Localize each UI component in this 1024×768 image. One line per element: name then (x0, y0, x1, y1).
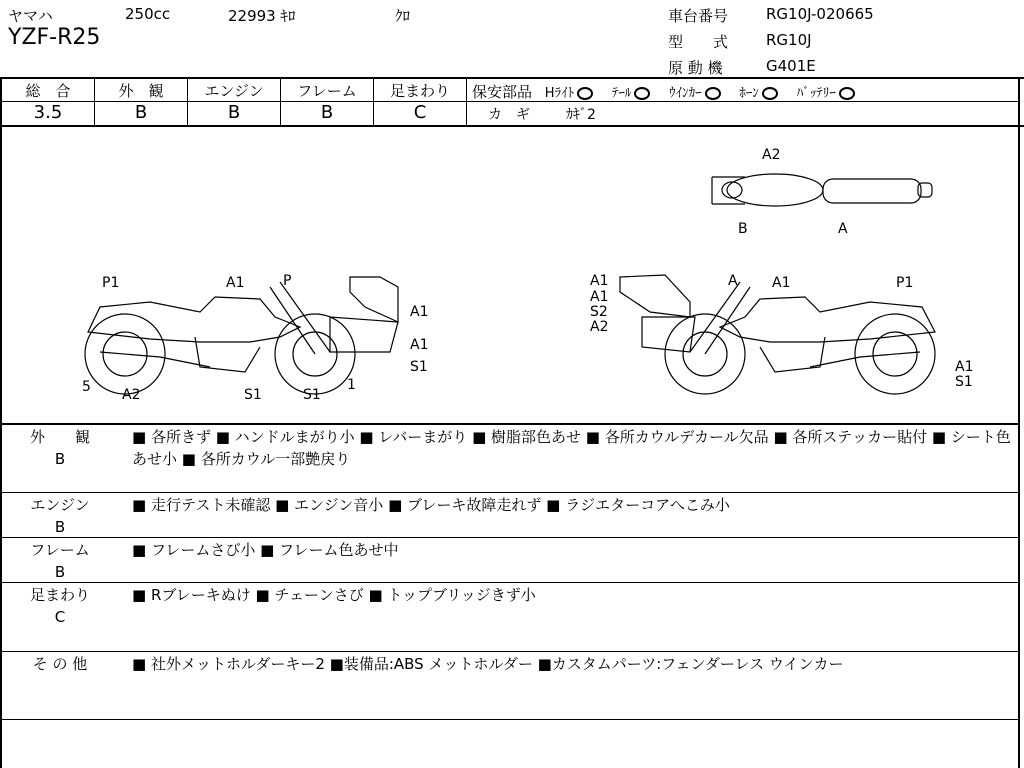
displacement: 250cc (125, 5, 171, 23)
label-p1-left: P1 (102, 275, 120, 291)
label-s1-left-2: S1 (244, 387, 262, 403)
key-label: カ ギ (488, 107, 530, 123)
color: ｸﾛ (395, 7, 411, 25)
remark-frame-text: ■ フレームさび小 ■ フレーム色あせ中 (132, 541, 399, 559)
remark-exterior-text: ■ 各所きず ■ ハンドルまがり小 ■ レバーまがり ■ 樹脂部色あせ ■ 各所カウルデカール欠品 ■ 各所ステッカー貼付 ■ シート色あせ小 ■ 各所カウル一部艶戻り (132, 428, 1011, 468)
label-p-left: P (283, 273, 292, 289)
label-a1-left-2: A1 (410, 304, 429, 320)
label-s1-left: S1 (410, 359, 428, 375)
engine-model-label: 原 動 機 (668, 59, 723, 77)
label-a2-left: A2 (122, 387, 141, 403)
type-value: RG10J (766, 31, 812, 49)
label-a1-left-3: A1 (410, 337, 429, 353)
damage-diagram (0, 127, 1018, 423)
divider (0, 651, 1018, 652)
ok-circle-icon (762, 87, 778, 100)
ok-circle-icon (577, 87, 593, 100)
label-b-top: B (738, 221, 748, 237)
total-label: 総 合 (25, 82, 71, 100)
label-a-right: A (728, 273, 738, 289)
ok-circle-icon (705, 87, 721, 100)
right-side-bike-icon (620, 275, 935, 394)
safety-item-battery: ﾊﾞｯﾃﾘｰ (797, 86, 855, 101)
safety-parts (472, 81, 855, 102)
maker: ヤマハ (8, 7, 53, 25)
exterior-grade: B (134, 102, 148, 123)
label-a-top: A (838, 221, 848, 237)
frame-no-label: 車台番号 (668, 7, 729, 25)
divider (0, 77, 1024, 79)
engine-label: エンジン (204, 82, 264, 100)
remark-suspension-text: ■ Rブレーキぬけ ■ チェーンさび ■ トップブリッジきず小 (132, 586, 536, 604)
label-5-left: 5 (82, 379, 91, 395)
safety-item-horn: ﾎｰﾝ (739, 86, 778, 101)
engine-grade: B (227, 102, 241, 123)
safety-title: 保安部品 (472, 83, 533, 101)
remark-other-text: ■ 社外メットホルダーキー2 ■装備品:ABS メットホルダー ■カスタムパーツ:フェンダーレス ウインカー (132, 655, 844, 673)
key-value: ｶｷﾞ2 (566, 107, 596, 123)
label-s2-right: S2 (590, 304, 608, 320)
divider (0, 537, 1018, 538)
remark-other-label: そ の 他 (32, 655, 88, 673)
divider (0, 423, 1018, 425)
frame-grade: B (320, 102, 334, 123)
remark-engine-label: エンジン B (30, 496, 90, 536)
top-view-bike-icon (712, 174, 932, 206)
safety-item-winker: ｳｲﾝｶｰ (669, 86, 721, 101)
remark-exterior-label: 外 観 B (29, 428, 90, 468)
suspension-grade: C (413, 102, 427, 123)
label-a1-right-2: A1 (590, 289, 609, 305)
label-s1-left-3: S1 (303, 387, 321, 403)
label-a1-left: A1 (226, 275, 245, 291)
safety-item-tail: ﾃｰﾙ (612, 86, 651, 101)
label-a1-right-3: A1 (772, 275, 791, 291)
type-label: 型 式 (668, 33, 729, 51)
label-a1-right-4: A1 (955, 359, 974, 375)
remark-suspension-label: 足まわり C (29, 586, 90, 626)
divider (0, 582, 1018, 583)
remark-frame-label: フレーム B (30, 541, 90, 581)
label-p1-right: P1 (896, 275, 914, 291)
ok-circle-icon (839, 87, 855, 100)
label-a1-right: A1 (590, 273, 609, 289)
model-name: YZF-R25 (8, 25, 101, 50)
remark-engine-text: ■ 走行テスト未確認 ■ エンジン音小 ■ ブレーキ故障走れず ■ ラジエターコアへこみ小 (132, 496, 730, 514)
ok-circle-icon (634, 87, 650, 100)
divider (0, 492, 1018, 493)
frame-no: RG10J-020665 (766, 5, 874, 23)
suspension-label: 足まわり (389, 82, 450, 100)
safety-item-headlight: Hﾗｲﾄ (545, 86, 593, 101)
exterior-label: 外 観 (118, 82, 164, 100)
frame-label: フレーム (297, 82, 357, 100)
mileage: 22993 ｷﾛ (228, 7, 296, 25)
label-s1-right: S1 (955, 374, 973, 390)
label-1-left: 1 (347, 377, 356, 393)
engine-model-value: G401E (766, 57, 816, 75)
label-a2-right: A2 (590, 319, 609, 335)
divider (1018, 77, 1020, 768)
label-a2-top: A2 (762, 147, 781, 163)
divider (0, 719, 1018, 720)
total-grade: 3.5 (33, 102, 63, 123)
